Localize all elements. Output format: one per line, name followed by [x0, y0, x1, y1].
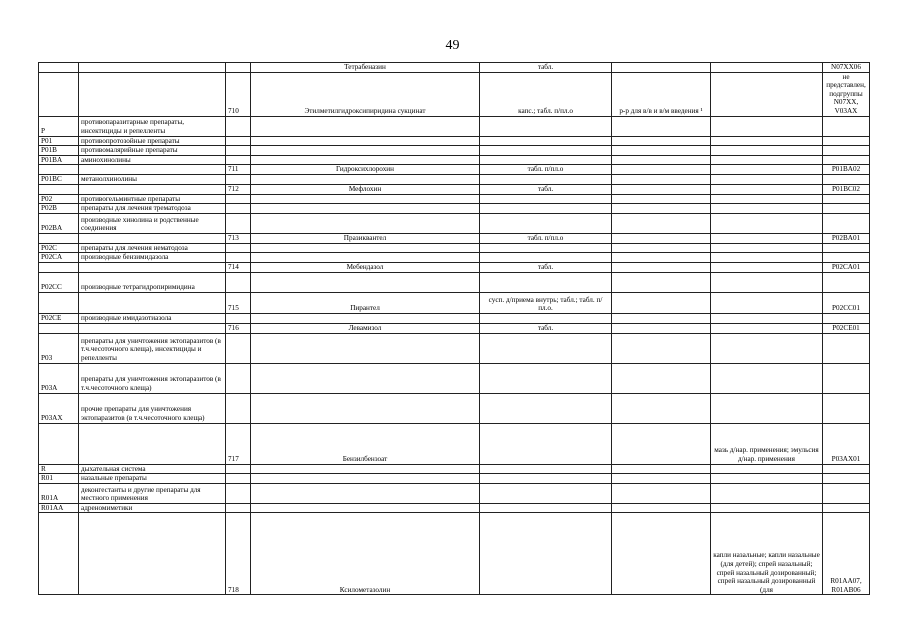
dosage-form-cell: сусп. д/приема внутрь; табл.; табл. п/пл.о.	[480, 292, 612, 313]
atc-code-cell: R01	[39, 474, 79, 484]
table-row	[39, 63, 870, 73]
drug-name-cell: Пирантел	[251, 292, 480, 313]
atc-result-cell: N07XX06	[823, 63, 870, 73]
dosage-form-cell: табл.	[480, 63, 612, 73]
table-row	[39, 204, 870, 214]
drug-name-cell	[251, 483, 480, 503]
other-form-cell	[711, 262, 823, 272]
other-form-cell	[711, 204, 823, 214]
drug-name-cell: Этилметилгидроксипиридина сукцинат	[251, 72, 480, 116]
other-form-cell	[711, 333, 823, 363]
special-form-cell	[612, 165, 711, 175]
special-form-cell	[612, 184, 711, 194]
atc-result-cell	[823, 213, 870, 233]
atc-result-cell: P03AX01	[823, 423, 870, 464]
row-number-cell: 716	[226, 323, 251, 333]
row-number-cell	[226, 483, 251, 503]
atc-result-cell	[823, 393, 870, 423]
drug-name-cell: Тетрабеназин	[251, 63, 480, 73]
special-form-cell	[612, 233, 711, 243]
row-number-cell	[226, 213, 251, 233]
row-number-cell: 712	[226, 184, 251, 194]
atc-code-cell: P02CA	[39, 253, 79, 263]
atc-code-cell	[39, 513, 79, 595]
row-number-cell: 711	[226, 165, 251, 175]
table-row	[39, 483, 870, 503]
special-form-cell	[612, 323, 711, 333]
atc-result-cell	[823, 243, 870, 253]
special-form-cell	[612, 243, 711, 253]
dosage-form-cell: табл. п/пл.о	[480, 165, 612, 175]
atc-code-cell: P01BA	[39, 155, 79, 165]
table-row	[39, 146, 870, 156]
atc-result-cell: P01BC02	[823, 184, 870, 194]
group-name-cell: препараты для уничтожения эктопаразитов (в т.ч.чесоточного клеща)	[79, 363, 226, 393]
other-form-cell	[711, 363, 823, 393]
special-form-cell	[612, 253, 711, 263]
table-row	[39, 292, 870, 313]
dosage-form-cell	[480, 116, 612, 136]
atc-code-cell: P01B	[39, 146, 79, 156]
dosage-form-cell	[480, 253, 612, 263]
atc-result-cell	[823, 464, 870, 474]
drug-name-cell: Мебендазол	[251, 262, 480, 272]
other-form-cell	[711, 116, 823, 136]
row-number-cell	[226, 243, 251, 253]
atc-result-cell	[823, 116, 870, 136]
atc-code-cell	[39, 63, 79, 73]
table-row	[39, 165, 870, 175]
special-form-cell	[612, 483, 711, 503]
drug-name-cell	[251, 393, 480, 423]
other-form-cell	[711, 393, 823, 423]
drug-name-cell	[251, 204, 480, 214]
dosage-form-cell	[480, 474, 612, 484]
drug-name-cell	[251, 213, 480, 233]
dosage-form-cell	[480, 483, 612, 503]
other-form-cell	[711, 323, 823, 333]
group-name-cell	[79, 165, 226, 175]
dosage-form-cell	[480, 194, 612, 204]
atc-result-cell	[823, 136, 870, 146]
other-form-cell	[711, 313, 823, 323]
group-name-cell: противогельминтные препараты	[79, 194, 226, 204]
dosage-form-cell	[480, 136, 612, 146]
atc-result-cell	[823, 146, 870, 156]
atc-result-cell	[823, 155, 870, 165]
drug-name-cell: Ксилометазолин	[251, 513, 480, 595]
atc-code-cell	[39, 233, 79, 243]
atc-result-cell	[823, 174, 870, 184]
special-form-cell	[612, 204, 711, 214]
other-form-cell	[711, 213, 823, 233]
row-number-cell	[226, 116, 251, 136]
row-number-cell	[226, 464, 251, 474]
dosage-form-cell	[480, 146, 612, 156]
special-form-cell	[612, 213, 711, 233]
group-name-cell	[79, 72, 226, 116]
atc-code-cell	[39, 165, 79, 175]
row-number-cell	[226, 333, 251, 363]
dosage-form-cell	[480, 204, 612, 214]
group-name-cell: назальные препараты	[79, 474, 226, 484]
other-form-cell	[711, 184, 823, 194]
dosage-form-cell	[480, 272, 612, 292]
dosage-form-cell	[480, 155, 612, 165]
row-number-cell	[226, 272, 251, 292]
dosage-form-cell	[480, 513, 612, 595]
drug-name-cell: Празиквантел	[251, 233, 480, 243]
other-form-cell	[711, 155, 823, 165]
atc-code-cell: P01	[39, 136, 79, 146]
drug-name-cell	[251, 146, 480, 156]
atc-code-cell: P03AX	[39, 393, 79, 423]
dosage-form-cell: табл. п/пл.о	[480, 233, 612, 243]
other-form-cell	[711, 146, 823, 156]
group-name-cell	[79, 513, 226, 595]
dosage-form-cell	[480, 174, 612, 184]
atc-code-cell	[39, 184, 79, 194]
dosage-form-cell	[480, 333, 612, 363]
special-form-cell	[612, 513, 711, 595]
dosage-form-cell	[480, 393, 612, 423]
dosage-form-cell	[480, 464, 612, 474]
table-row	[39, 194, 870, 204]
dosage-form-cell	[480, 213, 612, 233]
atc-result-cell	[823, 483, 870, 503]
atc-result-cell	[823, 474, 870, 484]
row-number-cell: 714	[226, 262, 251, 272]
atc-code-cell: P02C	[39, 243, 79, 253]
other-form-cell	[711, 72, 823, 116]
special-form-cell	[612, 155, 711, 165]
atc-code-cell: P03A	[39, 363, 79, 393]
row-number-cell	[226, 155, 251, 165]
dosage-form-cell: табл.	[480, 262, 612, 272]
drug-name-cell: Левамизол	[251, 323, 480, 333]
drug-name-cell	[251, 194, 480, 204]
special-form-cell	[612, 333, 711, 363]
group-name-cell: противомалярийные препараты	[79, 146, 226, 156]
row-number-cell	[226, 474, 251, 484]
row-number-cell	[226, 174, 251, 184]
atc-result-cell	[823, 253, 870, 263]
row-number-cell: 718	[226, 513, 251, 595]
group-name-cell: аминохинолины	[79, 155, 226, 165]
atc-code-cell	[39, 292, 79, 313]
row-number-cell: 715	[226, 292, 251, 313]
atc-result-cell: P01BA02	[823, 165, 870, 175]
atc-result-cell: R01AA07, R01AB06	[823, 513, 870, 595]
drug-name-cell	[251, 464, 480, 474]
table-row	[39, 213, 870, 233]
group-name-cell: противопротозойные препараты	[79, 136, 226, 146]
table-row	[39, 253, 870, 263]
group-name-cell: препараты для лечения трематодоза	[79, 204, 226, 214]
group-name-cell	[79, 262, 226, 272]
atc-code-cell: R01A	[39, 483, 79, 503]
atc-code-cell: P02B	[39, 204, 79, 214]
group-name-cell: адреномиметики	[79, 503, 226, 513]
dosage-form-cell	[480, 363, 612, 393]
table-row	[39, 323, 870, 333]
group-name-cell: противопаразитарные препараты, инсектициды и репелленты	[79, 116, 226, 136]
group-name-cell: прочие препараты для уничтожения эктопаразитов (в т.ч.чесоточного клеща)	[79, 393, 226, 423]
dosage-form-cell	[480, 313, 612, 323]
drug-name-cell	[251, 474, 480, 484]
atc-result-cell: P02CA01	[823, 262, 870, 272]
row-number-cell	[226, 146, 251, 156]
drug-name-cell	[251, 243, 480, 253]
group-name-cell: производные хинолина и родственные соединения	[79, 213, 226, 233]
other-form-cell	[711, 272, 823, 292]
other-form-cell	[711, 136, 823, 146]
atc-code-cell: P02CC	[39, 272, 79, 292]
special-form-cell	[612, 292, 711, 313]
group-name-cell: дыхательная система	[79, 464, 226, 474]
drug-name-cell	[251, 116, 480, 136]
special-form-cell	[612, 262, 711, 272]
row-number-cell	[226, 136, 251, 146]
row-number-cell	[226, 313, 251, 323]
atc-code-cell: P01BC	[39, 174, 79, 184]
drug-name-cell	[251, 253, 480, 263]
atc-code-cell: R01AA	[39, 503, 79, 513]
table-row	[39, 262, 870, 272]
special-form-cell	[612, 194, 711, 204]
atc-result-cell: P02CE01	[823, 323, 870, 333]
special-form-cell	[612, 63, 711, 73]
table-row	[39, 155, 870, 165]
row-number-cell	[226, 393, 251, 423]
row-number-cell	[226, 503, 251, 513]
row-number-cell	[226, 253, 251, 263]
group-name-cell	[79, 292, 226, 313]
drug-name-cell	[251, 503, 480, 513]
special-form-cell	[612, 503, 711, 513]
special-form-cell	[612, 313, 711, 323]
drug-name-cell	[251, 313, 480, 323]
table-row	[39, 116, 870, 136]
special-form-cell	[612, 174, 711, 184]
row-number-cell: 710	[226, 72, 251, 116]
table-row	[39, 363, 870, 393]
atc-code-cell	[39, 72, 79, 116]
other-form-cell	[711, 63, 823, 73]
other-form-cell: мазь д/нар. применения; эмульсия д/нар. применения	[711, 423, 823, 464]
drug-name-cell	[251, 363, 480, 393]
group-name-cell	[79, 423, 226, 464]
table-row	[39, 184, 870, 194]
drug-name-cell	[251, 155, 480, 165]
special-form-cell	[612, 464, 711, 474]
atc-code-cell: R	[39, 464, 79, 474]
dosage-form-cell	[480, 423, 612, 464]
drug-name-cell	[251, 136, 480, 146]
atc-code-cell: P02CE	[39, 313, 79, 323]
table-row	[39, 174, 870, 184]
atc-result-cell	[823, 503, 870, 513]
drug-name-cell: Гидроксихлорохин	[251, 165, 480, 175]
other-form-cell	[711, 165, 823, 175]
drug-name-cell	[251, 333, 480, 363]
other-form-cell	[711, 194, 823, 204]
table-row	[39, 513, 870, 595]
atc-code-cell	[39, 262, 79, 272]
atc-result-cell	[823, 363, 870, 393]
special-form-cell	[612, 393, 711, 423]
group-name-cell: препараты для лечения нематодоза	[79, 243, 226, 253]
row-number-cell	[226, 63, 251, 73]
special-form-cell	[612, 136, 711, 146]
table-row	[39, 233, 870, 243]
drug-name-cell: Бензилбензоат	[251, 423, 480, 464]
atc-result-cell	[823, 194, 870, 204]
other-form-cell	[711, 464, 823, 474]
atc-result-cell	[823, 272, 870, 292]
atc-code-cell: P02BA	[39, 213, 79, 233]
table-row	[39, 474, 870, 484]
group-name-cell: препараты для уничтожения эктопаразитов (в т.ч.чесоточного клеща), инсектициды и репелленты	[79, 333, 226, 363]
group-name-cell: производные бензимидазола	[79, 253, 226, 263]
other-form-cell	[711, 174, 823, 184]
other-form-cell	[711, 503, 823, 513]
special-form-cell	[612, 146, 711, 156]
row-number-cell	[226, 204, 251, 214]
other-form-cell	[711, 483, 823, 503]
atc-result-cell: не представлен, подгруппы N07XX, V03AX	[823, 72, 870, 116]
drug-classification-table	[38, 62, 870, 595]
dosage-form-cell	[480, 243, 612, 253]
table-row	[39, 313, 870, 323]
group-name-cell: производные тетрагидропиримидина	[79, 272, 226, 292]
atc-result-cell	[823, 313, 870, 323]
atc-code-cell: P	[39, 116, 79, 136]
other-form-cell	[711, 474, 823, 484]
drug-name-cell	[251, 174, 480, 184]
group-name-cell	[79, 323, 226, 333]
atc-result-cell: P02CC01	[823, 292, 870, 313]
dosage-form-cell: капс.; табл. п/пл.о	[480, 72, 612, 116]
special-form-cell	[612, 116, 711, 136]
atc-result-cell: P02BA01	[823, 233, 870, 243]
page-number: 49	[445, 38, 460, 53]
group-name-cell: производные имидазотиазола	[79, 313, 226, 323]
table-row	[39, 72, 870, 116]
dosage-form-cell	[480, 503, 612, 513]
table-row	[39, 393, 870, 423]
other-form-cell	[711, 233, 823, 243]
row-number-cell: 713	[226, 233, 251, 243]
table-row	[39, 464, 870, 474]
other-form-cell	[711, 253, 823, 263]
row-number-cell	[226, 194, 251, 204]
special-form-cell	[612, 272, 711, 292]
drug-name-cell	[251, 272, 480, 292]
group-name-cell: деконгестанты и другие препараты для местного применения	[79, 483, 226, 503]
table-row	[39, 136, 870, 146]
table-row	[39, 333, 870, 363]
atc-result-cell	[823, 204, 870, 214]
atc-code-cell: P02	[39, 194, 79, 204]
row-number-cell: 717	[226, 423, 251, 464]
special-form-cell: р-р для в/в и в/м введения ¹	[612, 72, 711, 116]
group-name-cell	[79, 233, 226, 243]
other-form-cell	[711, 243, 823, 253]
table-row	[39, 503, 870, 513]
table-row	[39, 423, 870, 464]
group-name-cell: метанолхинолины	[79, 174, 226, 184]
special-form-cell	[612, 474, 711, 484]
group-name-cell	[79, 184, 226, 194]
other-form-cell	[711, 292, 823, 313]
atc-code-cell	[39, 423, 79, 464]
atc-code-cell	[39, 323, 79, 333]
atc-code-cell: P03	[39, 333, 79, 363]
dosage-form-cell: табл.	[480, 184, 612, 194]
special-form-cell	[612, 363, 711, 393]
table-row	[39, 272, 870, 292]
special-form-cell	[612, 423, 711, 464]
other-form-cell: капли назальные; капли назальные (для детей); спрей назальный; спрей назальный дозированный; спрей назальный дозированный (для	[711, 513, 823, 595]
atc-result-cell	[823, 333, 870, 363]
table-row	[39, 243, 870, 253]
drug-name-cell: Мефлохин	[251, 184, 480, 194]
group-name-cell	[79, 63, 226, 73]
row-number-cell	[226, 363, 251, 393]
dosage-form-cell: табл.	[480, 323, 612, 333]
